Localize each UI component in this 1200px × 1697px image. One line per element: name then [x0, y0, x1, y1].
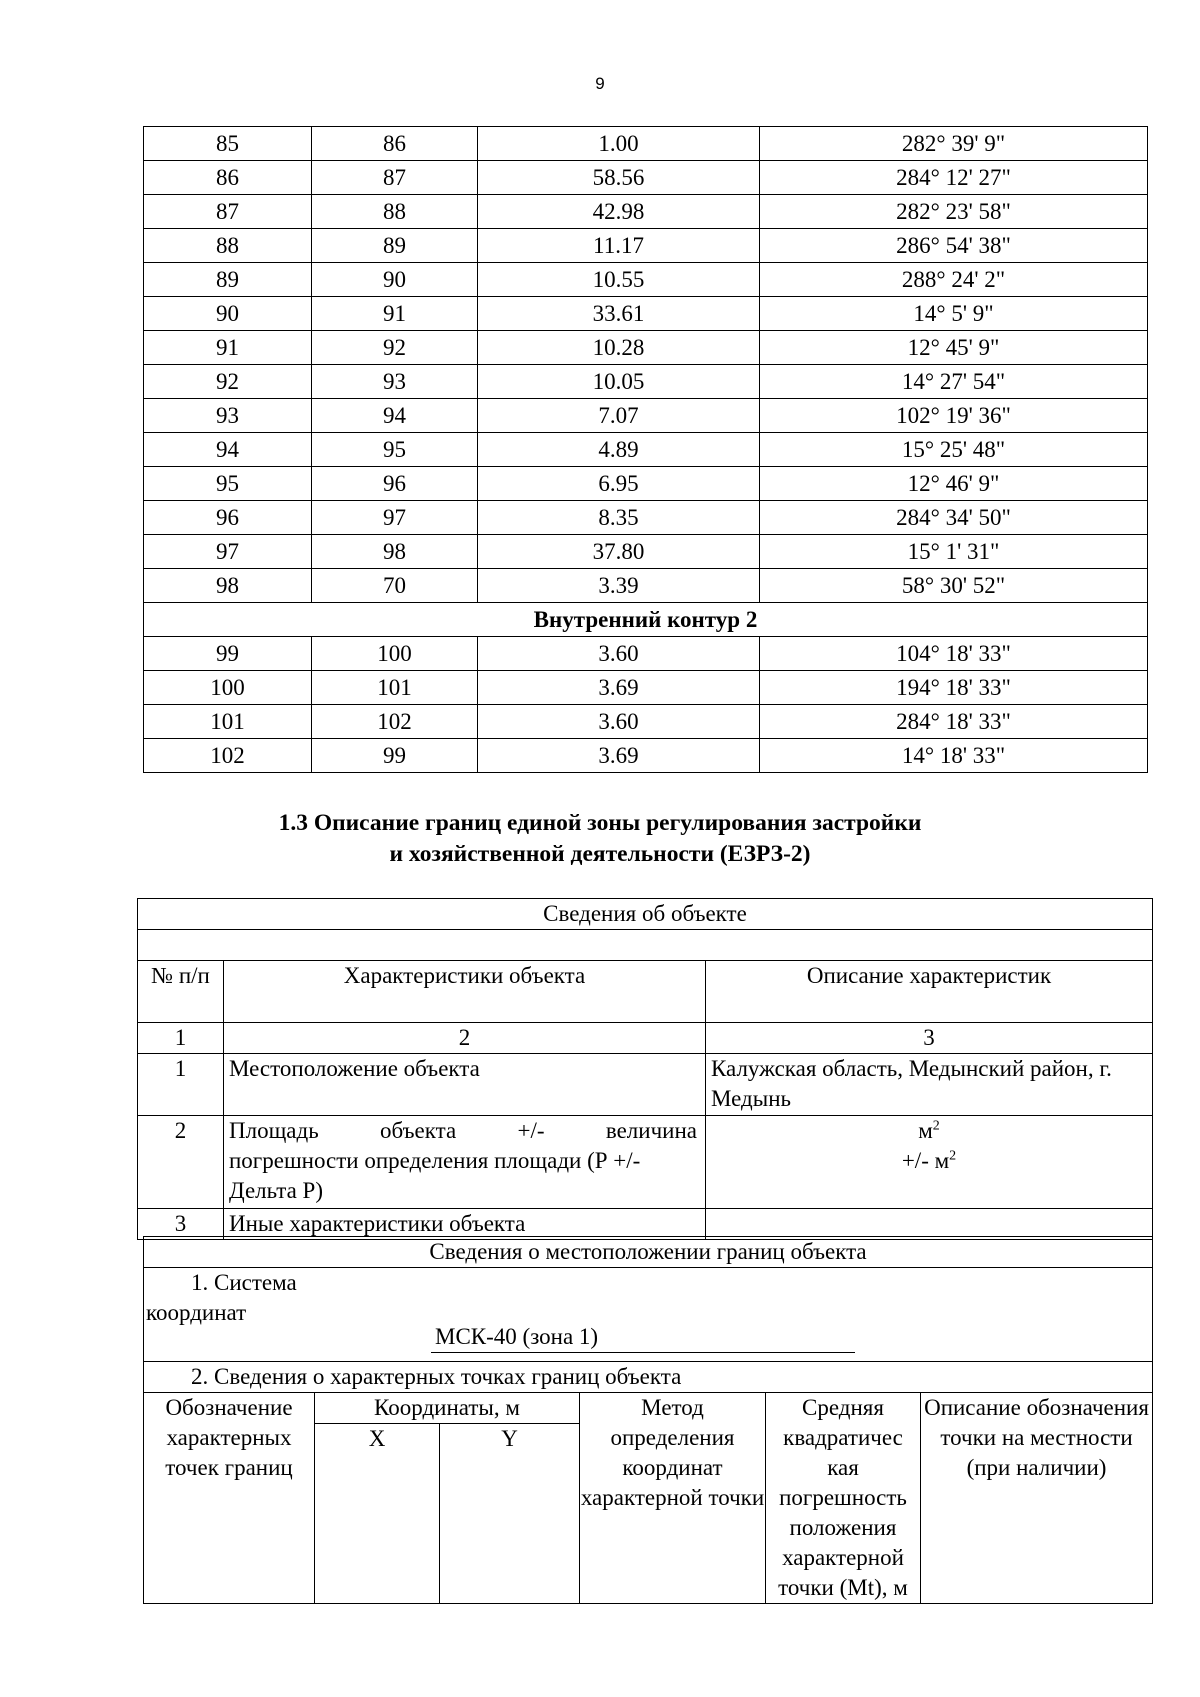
location-table	[143, 1236, 1153, 1604]
segment-row	[144, 331, 1148, 365]
point-to: 86	[312, 127, 478, 161]
point-from: 94	[144, 433, 312, 467]
point-to: 97	[312, 501, 478, 535]
point-from: 99	[144, 637, 312, 671]
distance: 10.05	[478, 365, 760, 399]
distance: 10.55	[478, 263, 760, 297]
row-number: 3	[138, 1209, 224, 1240]
direction-angle: 15° 1' 31"	[760, 535, 1148, 569]
segment-row	[144, 739, 1148, 773]
coord-label-line1: 1. Система	[191, 1270, 297, 1295]
point-from: 98	[144, 569, 312, 603]
direction-angle: 284° 12' 27"	[760, 161, 1148, 195]
row-number: 2	[138, 1116, 224, 1209]
point-from: 91	[144, 331, 312, 365]
point-from: 97	[144, 535, 312, 569]
point-to: 95	[312, 433, 478, 467]
location-label: Местоположение объекта	[224, 1054, 706, 1116]
point-from: 100	[144, 671, 312, 705]
distance: 11.17	[478, 229, 760, 263]
segment-row	[144, 467, 1148, 501]
location-value: Калужская область, Медынский район, г. Медынь	[706, 1054, 1153, 1116]
point-from: 96	[144, 501, 312, 535]
distance: 58.56	[478, 161, 760, 195]
point-from: 101	[144, 705, 312, 739]
header-y: Y	[440, 1424, 580, 1604]
object-info-title: Сведения об объекте	[138, 899, 1153, 930]
point-from: 86	[144, 161, 312, 195]
col-index-3: 3	[706, 1023, 1153, 1054]
point-from: 85	[144, 127, 312, 161]
section-heading	[0, 808, 1200, 870]
point-to: 99	[312, 739, 478, 773]
direction-angle: 14° 18' 33"	[760, 739, 1148, 773]
direction-angle: 286° 54' 38"	[760, 229, 1148, 263]
other-characteristics-label: Иные характеристики объекта	[224, 1209, 706, 1240]
segment-row	[144, 127, 1148, 161]
coord-label-line2: координат	[146, 1300, 247, 1325]
point-to: 87	[312, 161, 478, 195]
col-header-description: Описание характеристик	[706, 961, 1153, 1023]
direction-angle: 282° 39' 9"	[760, 127, 1148, 161]
segment-row	[144, 637, 1148, 671]
section-heading-line2: и хозяйственной деятельности (ЕЗРЗ-2)	[389, 841, 811, 867]
point-to: 94	[312, 399, 478, 433]
point-from: 92	[144, 365, 312, 399]
point-to: 70	[312, 569, 478, 603]
segment-row	[144, 433, 1148, 467]
direction-angle: 194° 18' 33"	[760, 671, 1148, 705]
segment-row	[144, 535, 1148, 569]
point-to: 96	[312, 467, 478, 501]
direction-angle: 12° 46' 9"	[760, 467, 1148, 501]
segment-row	[144, 365, 1148, 399]
header-method: Метод определения координат характерной точки	[580, 1393, 766, 1604]
col-header-number: № п/п	[138, 961, 224, 1023]
point-to: 92	[312, 331, 478, 365]
point-from: 88	[144, 229, 312, 263]
contour-row	[144, 603, 1148, 637]
header-description: Описание обозначения точки на местности (при наличии)	[921, 1393, 1153, 1604]
direction-angle: 284° 34' 50"	[760, 501, 1148, 535]
direction-angle: 15° 25' 48"	[760, 433, 1148, 467]
distance: 33.61	[478, 297, 760, 331]
point-from: 87	[144, 195, 312, 229]
direction-angle: 12° 45' 9"	[760, 331, 1148, 365]
direction-angle: 282° 23' 58"	[760, 195, 1148, 229]
area-units: $м^2$ +/- $м^2$	[706, 1116, 1153, 1209]
segments-table	[143, 126, 1148, 773]
direction-angle: 14° 27' 54"	[760, 365, 1148, 399]
distance: 8.35	[478, 501, 760, 535]
distance: 3.69	[478, 739, 760, 773]
other-characteristics-value	[706, 1209, 1153, 1240]
contour-label: Внутренний контур 2	[144, 603, 1148, 637]
coordinate-system-value: МСК-40 (зона 1)	[431, 1322, 855, 1353]
segment-row	[144, 569, 1148, 603]
coordinate-system-row	[144, 1268, 1153, 1362]
point-to: 90	[312, 263, 478, 297]
points-label: 2. Сведения о характерных точках границ объекта	[144, 1362, 1153, 1393]
area-label-line1: Площадь объекта +/- величина	[229, 1118, 697, 1143]
object-info-table	[137, 898, 1153, 1240]
distance: 3.39	[478, 569, 760, 603]
distance: 4.89	[478, 433, 760, 467]
area-unit: м	[918, 1118, 933, 1143]
point-from: 95	[144, 467, 312, 501]
point-from: 89	[144, 263, 312, 297]
segment-row	[144, 501, 1148, 535]
point-to: 88	[312, 195, 478, 229]
segment-row	[144, 161, 1148, 195]
point-from: 102	[144, 739, 312, 773]
distance: 37.80	[478, 535, 760, 569]
segment-row	[144, 229, 1148, 263]
point-to: 102	[312, 705, 478, 739]
point-to: 89	[312, 229, 478, 263]
direction-angle: 104° 18' 33"	[760, 637, 1148, 671]
point-to: 91	[312, 297, 478, 331]
empty-row	[138, 930, 1153, 961]
area-label-rest: погрешности определения площади (Р +/- Дельта Р)	[229, 1148, 641, 1203]
col-header-characteristics: Характеристики объекта	[224, 961, 706, 1023]
distance: 7.07	[478, 399, 760, 433]
col-index-1: 1	[138, 1023, 224, 1054]
distance: 1.00	[478, 127, 760, 161]
header-error: Средняя квадратичес кая погрешность положения характерной точки (Mt), м	[766, 1393, 921, 1604]
row-number: 1	[138, 1054, 224, 1116]
point-from: 93	[144, 399, 312, 433]
header-x: X	[315, 1424, 440, 1604]
distance: 3.69	[478, 671, 760, 705]
header-designation: Обозначение характерных точек границ	[144, 1393, 315, 1604]
location-title: Сведения о местоположении границ объекта	[144, 1237, 1153, 1268]
section-heading-line1: 1.3 Описание границ единой зоны регулирования застройки	[278, 810, 922, 836]
segment-row	[144, 399, 1148, 433]
segment-row	[144, 297, 1148, 331]
point-from: 90	[144, 297, 312, 331]
direction-angle: 58° 30' 52"	[760, 569, 1148, 603]
direction-angle: 14° 5' 9"	[760, 297, 1148, 331]
segment-row	[144, 705, 1148, 739]
direction-angle: 284° 18' 33"	[760, 705, 1148, 739]
segment-row	[144, 263, 1148, 297]
point-to: 101	[312, 671, 478, 705]
direction-angle: 102° 19' 36"	[760, 399, 1148, 433]
segment-row	[144, 195, 1148, 229]
point-to: 98	[312, 535, 478, 569]
page-number: 9	[595, 74, 605, 93]
distance: 10.28	[478, 331, 760, 365]
segment-row	[144, 671, 1148, 705]
distance: 6.95	[478, 467, 760, 501]
area-label	[224, 1116, 706, 1209]
col-index-2: 2	[224, 1023, 706, 1054]
point-to: 93	[312, 365, 478, 399]
distance: 3.60	[478, 705, 760, 739]
direction-angle: 288° 24' 2"	[760, 263, 1148, 297]
header-coordinates: Координаты, м	[315, 1393, 580, 1424]
point-to: 100	[312, 637, 478, 671]
area-error-unit: +/- м	[901, 1148, 950, 1173]
distance: 3.60	[478, 637, 760, 671]
distance: 42.98	[478, 195, 760, 229]
